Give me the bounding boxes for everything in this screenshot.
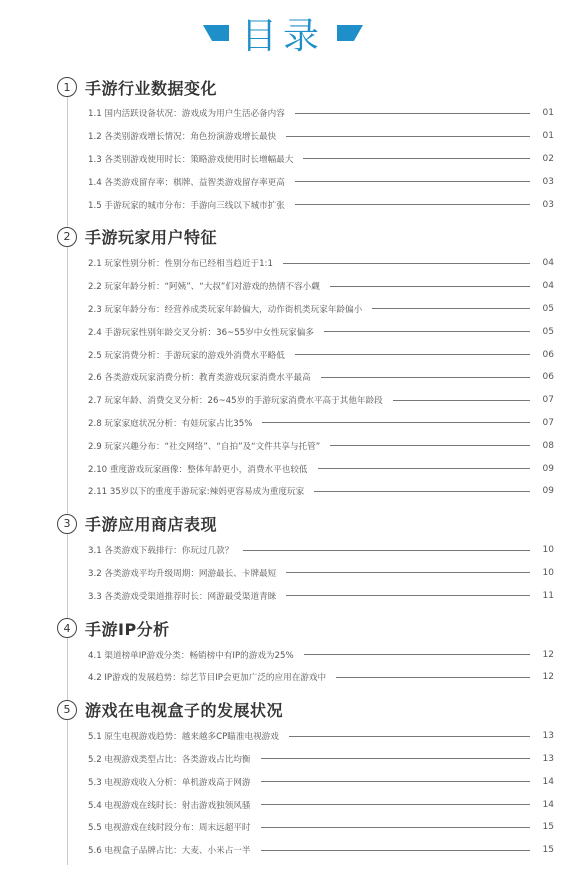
page-number: 02 — [542, 153, 554, 164]
toc-entry[interactable] — [88, 252, 554, 275]
entry-title: 2.9 玩家兴趣分布：“社交网络”、“自拍”及“文件共享与托管” — [88, 441, 321, 452]
toc-entry[interactable] — [88, 480, 554, 503]
toc-entry[interactable] — [88, 748, 554, 771]
page-number: 04 — [542, 281, 554, 292]
page-number: 04 — [542, 258, 554, 269]
leader-line — [262, 422, 530, 423]
table-of-contents — [0, 72, 566, 868]
leader-line — [336, 677, 530, 678]
toc-entry[interactable] — [88, 539, 554, 562]
leader-line — [303, 158, 530, 159]
toc-entry[interactable] — [88, 275, 554, 298]
toc-entry[interactable] — [88, 793, 554, 816]
entry-title: 3.2 各类游戏平均升级周期：网游最长、卡牌最短 — [88, 568, 277, 579]
toc-entry[interactable] — [88, 816, 554, 839]
entry-title: 2.1 玩家性别分析：性别分布已经相当趋近于1:1 — [88, 259, 273, 270]
leader-line — [261, 850, 531, 851]
toc-entry[interactable] — [88, 343, 554, 366]
toc-entry[interactable] — [88, 193, 554, 216]
page-number: 12 — [542, 672, 554, 683]
page-number: 06 — [542, 349, 554, 360]
page-number: 01 — [542, 131, 554, 142]
section-number-circle: 5 — [57, 700, 77, 720]
section-heading[interactable] — [57, 695, 565, 725]
section-heading[interactable] — [57, 509, 565, 539]
section-number-circle: 4 — [57, 618, 77, 638]
page-number: 15 — [542, 845, 554, 856]
entry-title: 2.6 各类游戏玩家消费分析：教育类游戏玩家消费水平最高 — [88, 373, 311, 384]
toc-entry[interactable] — [88, 170, 554, 193]
toc-entry[interactable] — [88, 366, 554, 389]
entry-title: 5.6 电视盒子品牌占比：大麦、小米占一半 — [88, 846, 251, 857]
entry-title: 2.8 玩家家庭状况分析：有娃玩家占比35% — [88, 418, 253, 429]
leader-line — [286, 572, 530, 573]
page-number: 09 — [542, 463, 554, 474]
entry-title: 3.3 各类游戏受渠道推荐时长：网游最受渠道青睐 — [88, 591, 277, 602]
leader-line — [318, 468, 530, 469]
page-number: 08 — [542, 440, 554, 451]
leader-line — [283, 263, 530, 264]
page-number: 14 — [542, 799, 554, 810]
section-title: 手游行业数据变化 — [85, 78, 218, 98]
leader-line — [261, 827, 531, 828]
toc-entry[interactable] — [88, 320, 554, 343]
toc-section — [58, 222, 566, 503]
entry-title: 3.1 各类游戏下载排行：你玩过几款？ — [88, 546, 234, 557]
page-number: 11 — [542, 590, 554, 601]
entry-title: 1.1 国内活跃设备状况：游戏成为用户生活必备内容 — [88, 109, 285, 120]
section-heading[interactable] — [57, 222, 565, 252]
page-number: 07 — [542, 395, 554, 406]
toc-header — [0, 8, 566, 58]
toc-entry[interactable] — [88, 643, 554, 666]
leader-line — [295, 113, 530, 114]
leader-line — [330, 445, 530, 446]
section-heading[interactable] — [57, 72, 565, 102]
page-number: 10 — [542, 567, 554, 578]
entry-title: 2.3 玩家年龄分布：经营养成类玩家年龄偏大，动作街机类玩家年龄偏小 — [88, 304, 363, 315]
leader-line — [243, 550, 530, 551]
leader-line — [261, 781, 531, 782]
entry-title: 1.2 各类别游戏增长情况：角色扮演游戏增长最快 — [88, 132, 277, 143]
entry-title: 2.10 重度游戏玩家画像：整体年龄更小，消费水平也较低 — [88, 464, 308, 475]
right-ribbon-decoration — [337, 25, 363, 41]
leader-line — [261, 804, 531, 805]
page-number: 09 — [542, 486, 554, 497]
page-title: 目录 — [240, 15, 325, 57]
entry-title: 2.11 35岁以下的重度手游玩家:辣妈更容易成为重度玩家 — [88, 487, 305, 498]
leader-line — [304, 654, 530, 655]
toc-entry[interactable] — [88, 389, 554, 412]
page-number: 01 — [542, 108, 554, 119]
leader-line — [314, 491, 530, 492]
toc-entry[interactable] — [88, 434, 554, 457]
page-number: 03 — [542, 199, 554, 210]
entry-title: 1.3 各类别游戏使用时长：策略游戏使用时长增幅最大 — [88, 154, 294, 165]
page-number: 14 — [542, 776, 554, 787]
page-number: 10 — [542, 545, 554, 556]
entry-title: 2.7 玩家年龄、消费交叉分析：26~45岁的手游玩家消费水平高于其他年龄段 — [88, 396, 383, 407]
toc-entry[interactable] — [88, 102, 554, 125]
page-number: 12 — [542, 649, 554, 660]
entry-title: 4.2 IP游戏的发展趋势：综艺节目IP会更加广泛的应用在游戏中 — [88, 673, 327, 684]
leader-line — [261, 758, 531, 759]
page-number: 13 — [542, 753, 554, 764]
toc-entry[interactable] — [88, 148, 554, 171]
toc-entry[interactable] — [88, 666, 554, 689]
toc-entry[interactable] — [88, 298, 554, 321]
leader-line — [324, 331, 530, 332]
toc-entry[interactable] — [88, 562, 554, 585]
entry-title: 1.4 各类游戏留存率：棋牌、益智类游戏留存率更高 — [88, 177, 285, 188]
section-number-circle: 3 — [57, 514, 77, 534]
toc-entry[interactable] — [88, 584, 554, 607]
section-title: 手游IP分析 — [85, 619, 170, 639]
left-ribbon-decoration — [203, 25, 229, 41]
section-title: 手游玩家用户特征 — [85, 228, 218, 248]
leader-line — [321, 377, 530, 378]
page-number: 06 — [542, 372, 554, 383]
page-number: 05 — [542, 303, 554, 314]
page-number: 15 — [542, 822, 554, 833]
entry-title: 5.3 电视游戏收入分析：单机游戏高于网游 — [88, 777, 251, 788]
leader-line — [289, 736, 530, 737]
toc-entry[interactable] — [88, 412, 554, 435]
entry-title: 5.4 电视游戏在线时长：射击游戏独领风骚 — [88, 800, 251, 811]
leader-line — [295, 204, 530, 205]
leader-line — [330, 286, 530, 287]
page-number: 07 — [542, 417, 554, 428]
leader-line — [372, 308, 530, 309]
section-title: 游戏在电视盒子的发展状况 — [85, 701, 284, 721]
entry-title: 2.2 玩家年龄分析：“阿姨”、“大叔”们对游戏的热情不容小觑 — [88, 282, 320, 293]
entry-title: 2.4 手游玩家性别年龄交叉分析：36~55岁中女性玩家偏多 — [88, 327, 314, 338]
toc-entry[interactable] — [88, 770, 554, 793]
toc-entry[interactable] — [88, 839, 554, 862]
entry-title: 2.5 玩家消费分析：手游玩家的游戏外消费水平略低 — [88, 350, 285, 361]
entry-title: 5.1 原生电视游戏趋势：越来越多CP瞄准电视游戏 — [88, 732, 279, 743]
toc-entry[interactable] — [88, 457, 554, 480]
leader-line — [393, 400, 530, 401]
entry-title: 5.2 电视游戏类型占比：各类游戏占比均衡 — [88, 754, 251, 765]
page-number: 03 — [542, 176, 554, 187]
leader-line — [295, 181, 530, 182]
page-number: 05 — [542, 326, 554, 337]
leader-line — [295, 354, 530, 355]
section-heading[interactable] — [57, 613, 565, 643]
toc-section — [58, 695, 566, 862]
entry-title: 4.1 渠道榜单IP游戏分类：畅销榜中有IP的游戏为25% — [88, 650, 294, 661]
page-number: 13 — [542, 731, 554, 742]
section-title: 手游应用商店表现 — [85, 515, 218, 535]
toc-entry[interactable] — [88, 125, 554, 148]
toc-entry[interactable] — [88, 725, 554, 748]
leader-line — [286, 136, 530, 137]
entry-title: 5.5 电视游戏在线时段分布：周末远超平时 — [88, 823, 251, 834]
toc-section — [58, 613, 566, 689]
leader-line — [286, 595, 530, 596]
entry-title: 1.5 手游玩家的城市分布：手游向三线以下城市扩张 — [88, 200, 285, 211]
section-number-circle: 2 — [57, 227, 77, 247]
section-number-circle: 1 — [57, 77, 77, 97]
toc-section — [58, 72, 566, 216]
toc-section — [58, 509, 566, 607]
